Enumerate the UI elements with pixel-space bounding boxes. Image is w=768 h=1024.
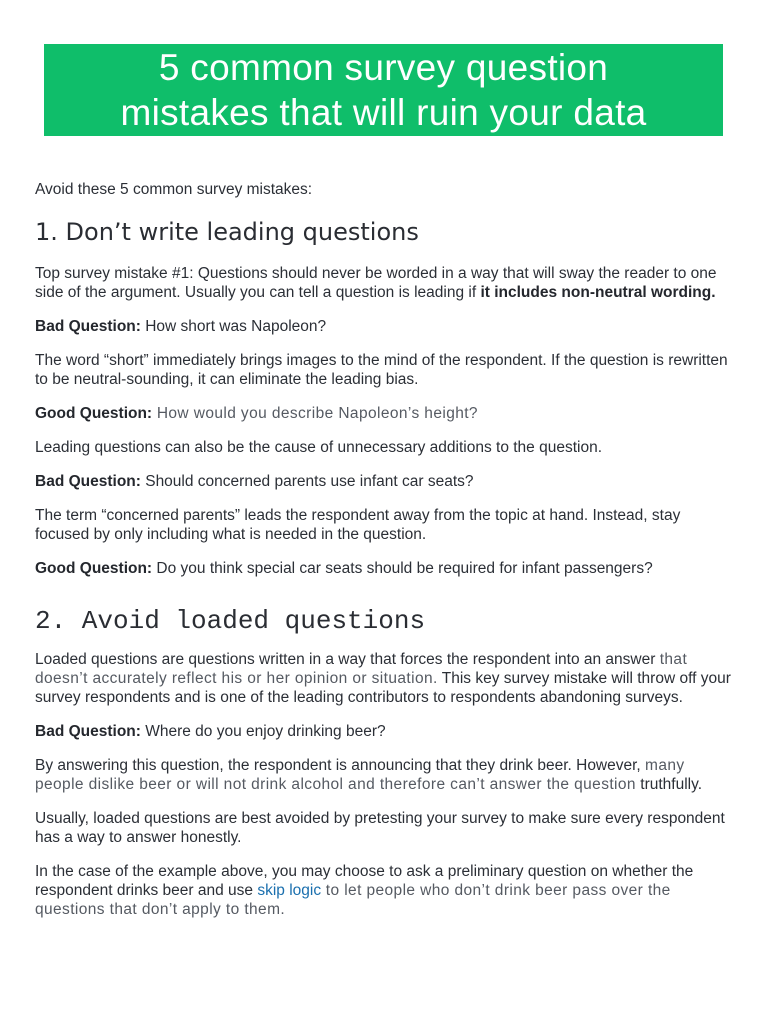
good-question-text: How would you describe Napoleon’s height?: [152, 405, 478, 422]
bad-question-text: Should concerned parents use infant car seats?: [140, 473, 474, 490]
paragraph-text: In the case of the example above, you may choose to ask a preliminary question on whether the respondent drinks beer and use: [35, 863, 694, 899]
bad-question-text: How short was Napoleon?: [140, 318, 327, 335]
bad-question-1: [35, 317, 737, 336]
paragraph-text: Top survey mistake #1: Questions should never be worded in a way that will sway the reader to one side of the argument. Usually you can tell a question is leading if: [35, 265, 717, 301]
skip-logic-link[interactable]: skip logic: [257, 882, 322, 899]
title-line-2: mistakes that will ruin your data: [120, 92, 647, 133]
paragraph-text: to let people who don’t drink beer pass over the questions that don’t apply to them.: [35, 882, 671, 918]
title-line-1: 5 common survey question: [158, 47, 609, 88]
section-1-heading: 1. Don’t write leading questions: [35, 218, 419, 246]
good-question-2: [35, 559, 737, 578]
title-banner: [44, 44, 723, 136]
intro-text: Avoid these 5 common survey mistakes:: [35, 181, 313, 198]
paragraph-text: Loaded questions are questions written in a way that forces the respondent into an answer: [35, 651, 660, 668]
good-question-text: Do you think special car seats should be required for infant passengers?: [152, 560, 653, 577]
section-2-paragraph-3: Usually, loaded questions are best avoided by pretesting your survey to make sure every respondent has a way to answer honestly.: [35, 810, 725, 846]
good-question-label: Good Question:: [35, 560, 153, 577]
bad-question-label: Bad Question:: [35, 473, 141, 490]
section-1-paragraph-4: The term “concerned parents” leads the respondent away from the topic at hand. Instead, stay focused by only including what is needed in the question.: [35, 507, 681, 543]
section-1-paragraph-3: Leading questions can also be the cause of unnecessary additions to the question.: [35, 439, 603, 456]
good-question-label: Good Question:: [35, 405, 153, 422]
bad-question-3: [35, 722, 737, 741]
section-2-paragraph-4: [35, 862, 737, 919]
emphasis-text: it includes non-neutral wording.: [480, 284, 716, 301]
section-1-paragraph-1: [35, 264, 737, 302]
section-2-paragraph-1: [35, 650, 737, 707]
paragraph-text: many people dislike beer or will not drink alcohol and therefore can’t answer the question: [35, 757, 685, 793]
section-1-paragraph-2: The word “short” immediately brings images to the mind of the respondent. If the question is rewritten to be neutral-sounding, it can eliminate the leading bias.: [35, 352, 728, 388]
paragraph-text: By answering this question, the respondent is announcing that they drink beer. However,: [35, 757, 646, 774]
bad-question-label: Bad Question:: [35, 723, 141, 740]
good-question-1: [35, 404, 737, 423]
article-body: [35, 176, 737, 934]
bad-question-text: Where do you enjoy drinking beer?: [140, 723, 386, 740]
section-2-heading: 2. Avoid loaded questions: [35, 606, 426, 636]
paragraph-text: This key survey mistake will throw off your survey respondents and is one of the leading contributors to respondents abandoning surveys.: [35, 670, 731, 706]
paragraph-text: truthfully.: [635, 776, 702, 793]
paragraph-text: that doesn’t accurately reflect his or her opinion or situation.: [35, 651, 688, 687]
bad-question-label: Bad Question:: [35, 318, 141, 335]
bad-question-2: [35, 472, 737, 491]
section-2-paragraph-2: [35, 756, 737, 794]
